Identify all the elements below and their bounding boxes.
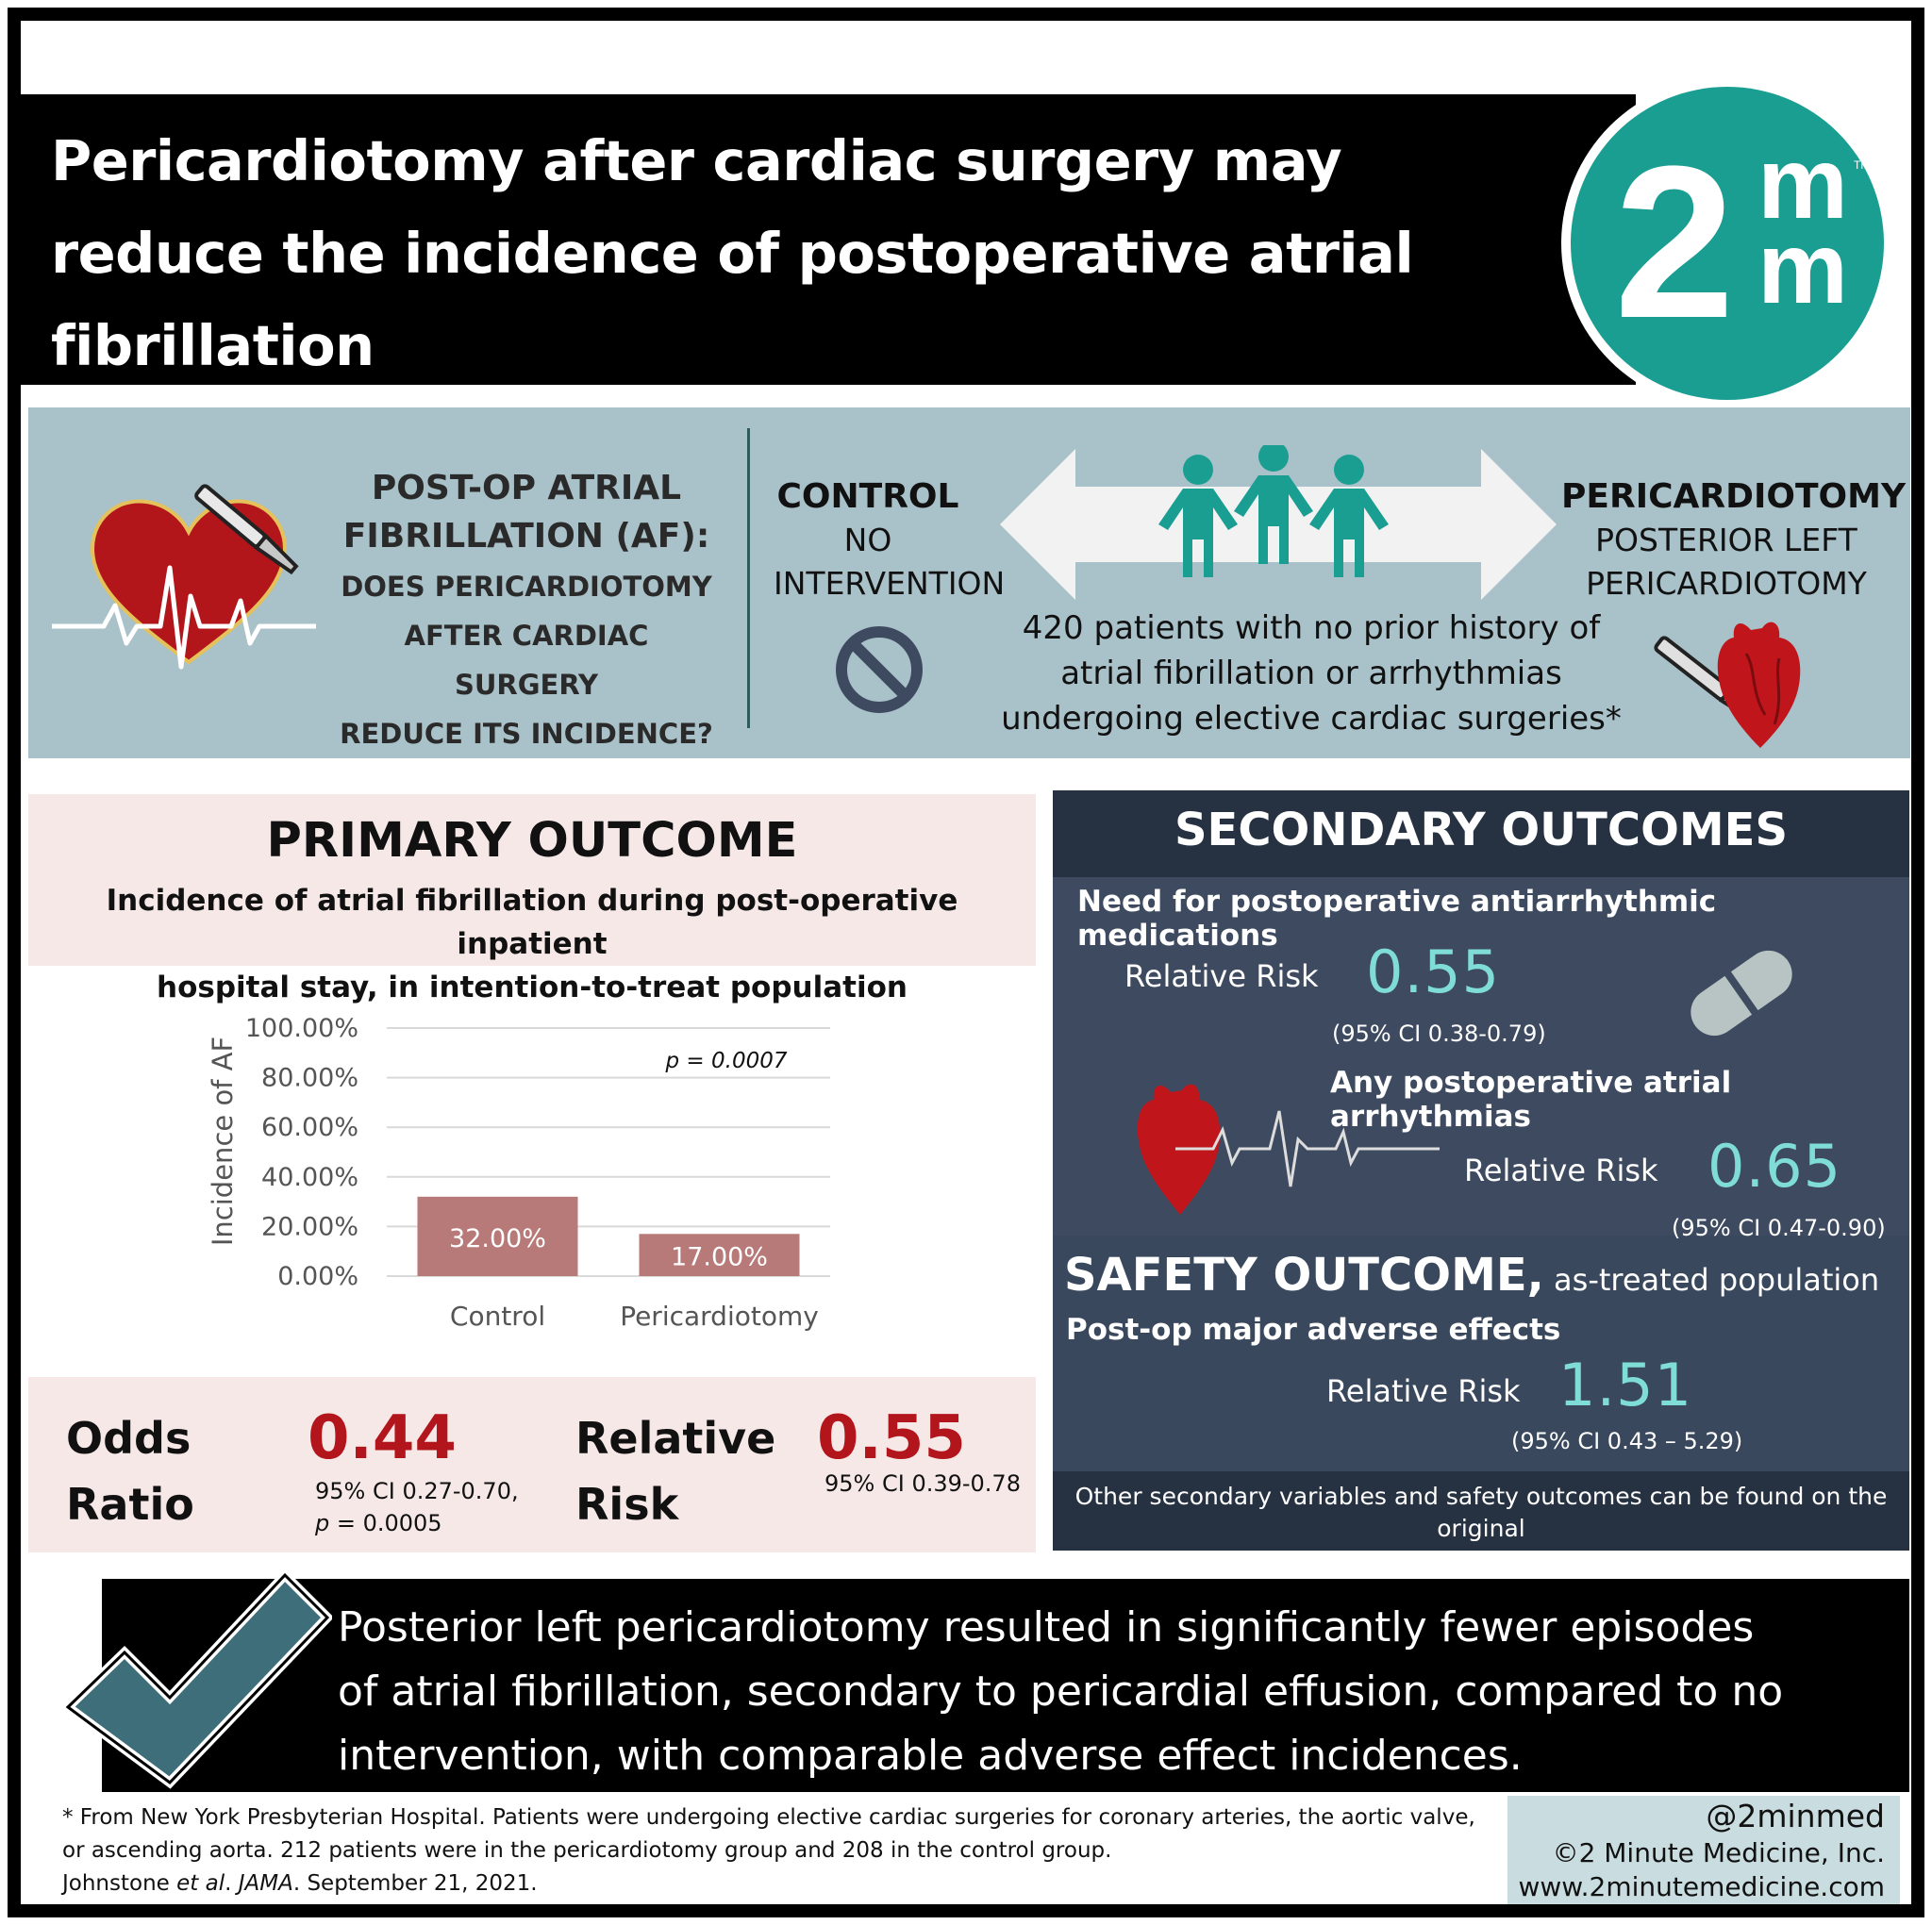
odds-ratio-ci: [315, 1475, 519, 1539]
social-handle: @2minmed: [1706, 1798, 1885, 1834]
section-divider: [747, 428, 750, 728]
chart-y-tick-label: 80.00%: [261, 1063, 358, 1093]
pericardiotomy-line: POSTERIOR LEFT: [1595, 522, 1857, 558]
pill-icon: [1675, 941, 1807, 1045]
brand-logo: [1561, 77, 1893, 409]
logo-trademark: TM: [1854, 158, 1871, 172]
chart-y-axis-label: Incidence of AF: [207, 1036, 239, 1247]
patients-line: 420 patients with no prior history of: [1022, 609, 1601, 647]
odds-ci-line: 95% CI 0.27-0.70,: [315, 1478, 519, 1504]
af-incidence-bar-chart: [170, 981, 887, 1358]
p-value-text: = 0.0005: [329, 1510, 442, 1536]
citation: [62, 1867, 1487, 1900]
citation-journal: JAMA: [238, 1871, 293, 1896]
description-line: hospital stay, in intention-to-treat population: [157, 971, 908, 1004]
secondary-outcomes-header: [1053, 790, 1909, 877]
chart-bars: [418, 1197, 800, 1276]
footnote-line: or ascending aorta. 212 patients were in the pericardiotomy group and 208 in the control group.: [62, 1838, 1112, 1863]
footnote-line: * From New York Presbyterian Hospital. Patients were undergoing elective cardiac surgeries for coronary arteries, the aortic valve,: [62, 1805, 1475, 1830]
control-line: INTERVENTION: [774, 565, 1006, 602]
pericardiotomy-title: PERICARDIOTOMY: [1561, 477, 1907, 516]
safety-ci: (95% CI 0.43 – 5.29): [1511, 1428, 1743, 1454]
safety-title-main: SAFETY OUTCOME,: [1064, 1249, 1544, 1302]
conclusion-text: [338, 1596, 1904, 1788]
conclusion-line: intervention, with comparable adverse effect incidences.: [338, 1732, 1523, 1780]
pericardiotomy-arm: [1561, 475, 1907, 606]
question-subtext: [328, 562, 724, 758]
logo-letter: m: [1757, 125, 1849, 240]
pericardiotomy-subtitle: [1561, 519, 1891, 606]
relative-risk-ci: 95% CI 0.39-0.78: [824, 1470, 1021, 1497]
chart-data-label: 17.00%: [671, 1242, 768, 1272]
description-line: Incidence of atrial fibrillation during post-operative inpatient: [106, 884, 958, 961]
secondary-item2-rr-label: Relative Risk: [1464, 1153, 1658, 1188]
chart-y-tick-label: 60.00%: [261, 1113, 358, 1143]
study-design-panel: [28, 407, 1910, 758]
question-line: FIBRILLATION (AF):: [342, 517, 710, 556]
title-line: reduce the incidence of postoperative atrial: [51, 221, 1414, 286]
anatomical-heart-icon: [1638, 611, 1826, 753]
relative-risk-label: [575, 1405, 775, 1537]
primary-stats-panel: [28, 1377, 1036, 1552]
patients-description: [972, 606, 1651, 741]
copyright: ©2 Minute Medicine, Inc.: [1552, 1837, 1885, 1868]
patients-line: atrial fibrillation or arrhythmias: [1060, 655, 1562, 692]
pericardiotomy-line: PERICARDIOTOMY: [1586, 565, 1867, 602]
citation-date: . September 21, 2021.: [292, 1871, 538, 1896]
chart-y-tick-label: 20.00%: [261, 1212, 358, 1242]
primary-outcome-title: PRIMARY OUTCOME: [266, 813, 798, 869]
logo-letter: m: [1757, 210, 1849, 324]
chart-y-tick-label: 100.00%: [244, 1014, 358, 1043]
rr-label-line: Relative: [575, 1413, 776, 1464]
odds-label-line: Odds: [66, 1413, 192, 1464]
title-line: fibrillation: [51, 313, 375, 378]
chart-x-tick-label: Control: [449, 1301, 546, 1332]
secondary-item1-rr-label: Relative Risk: [1124, 958, 1319, 994]
question-line: AFTER CARDIAC SURGERY: [404, 620, 649, 701]
secondary-note: [1062, 1481, 1900, 1577]
conclusion-line: Posterior left pericardiotomy resulted in significantly fewer episodes: [338, 1603, 1755, 1651]
chart-data-label: 32.00%: [449, 1223, 546, 1253]
chart-y-tick-label: 40.00%: [261, 1162, 358, 1192]
odds-label-line: Ratio: [66, 1479, 194, 1530]
secondary-outcomes-title: SECONDARY OUTCOMES: [1174, 804, 1789, 856]
conclusion-banner: [102, 1579, 1909, 1792]
citation-etal: et al: [176, 1871, 225, 1896]
secondary-item2-value: 0.65: [1707, 1132, 1842, 1201]
citation-sep: .: [225, 1871, 239, 1896]
study-question: [328, 464, 724, 758]
heart-scalpel-icon: [47, 464, 321, 690]
chart-y-ticks: [245, 1014, 358, 1291]
checkmark-icon: [58, 1566, 332, 1792]
people-icon: [1151, 445, 1396, 587]
safety-item-title: Post-op major adverse effects: [1066, 1313, 1561, 1347]
note-line: manuscript.: [1410, 1547, 1552, 1574]
title-line: Pericardiotomy after cardiac surgery may: [51, 128, 1342, 193]
note-line: Other secondary variables and safety outcomes can be found on the original: [1074, 1483, 1888, 1542]
page-title: [51, 115, 1579, 392]
patients-line: undergoing elective cardiac surgeries*: [1001, 700, 1622, 738]
website-link[interactable]: www.2minutemedicine.com: [1518, 1871, 1885, 1902]
primary-outcome-header: [28, 794, 1036, 1004]
footer-brand-box: [1507, 1796, 1900, 1905]
odds-ratio-value: 0.44: [308, 1403, 457, 1473]
chart-x-tick-label: Pericardiotomy: [620, 1301, 819, 1332]
citation-authors: Johnstone: [62, 1871, 177, 1896]
odds-ratio-label: [66, 1405, 194, 1537]
control-arm: [774, 475, 1006, 606]
header-banner: [13, 94, 1636, 385]
secondary-item1-ci: (95% CI 0.38-0.79): [1332, 1021, 1546, 1047]
question-heading: [328, 464, 724, 560]
chart-p-value-annotation: p = 0.0007: [665, 1049, 788, 1073]
chart-y-tick-label: 0.00%: [277, 1262, 358, 1291]
secondary-item2-ci: (95% CI 0.47-0.90): [1672, 1215, 1886, 1241]
question-line: REDUCE ITS INCIDENCE?: [340, 718, 713, 750]
question-line: POST-OP ATRIAL: [371, 469, 682, 507]
secondary-outcomes-panel: [1053, 790, 1909, 1574]
logo-digit: 2: [1614, 121, 1727, 363]
rr-label-line: Risk: [575, 1479, 679, 1530]
no-symbol-icon: [832, 622, 926, 717]
safety-rr-label: Relative Risk: [1326, 1373, 1521, 1409]
logo-circle: [1571, 87, 1884, 400]
conclusion-line: of atrial fibrillation, secondary to pericardial effusion, compared to no: [338, 1668, 1784, 1716]
safety-value: 1.51: [1558, 1351, 1693, 1419]
odds-p-line: [315, 1507, 519, 1539]
chart-x-ticks: [450, 1301, 819, 1332]
safety-title-suffix: as-treated population: [1543, 1262, 1880, 1298]
relative-risk-value: 0.55: [817, 1403, 966, 1473]
p-symbol: p: [315, 1510, 330, 1536]
secondary-item1-title: Need for postoperative antiarrhythmic medications: [1077, 885, 1717, 953]
control-subtitle: [774, 519, 1006, 606]
control-title: CONTROL: [776, 477, 959, 516]
secondary-item2-title: Any postoperative atrial arrhythmias: [1330, 1066, 1732, 1134]
question-line: DOES PERICARDIOTOMY: [341, 571, 712, 603]
note-bar: [1053, 1471, 1909, 1574]
safety-outcome-title: [1064, 1249, 1879, 1302]
footnote: [62, 1801, 1487, 1900]
control-line: NO: [843, 522, 892, 558]
secondary-item1-value: 0.55: [1366, 938, 1501, 1006]
